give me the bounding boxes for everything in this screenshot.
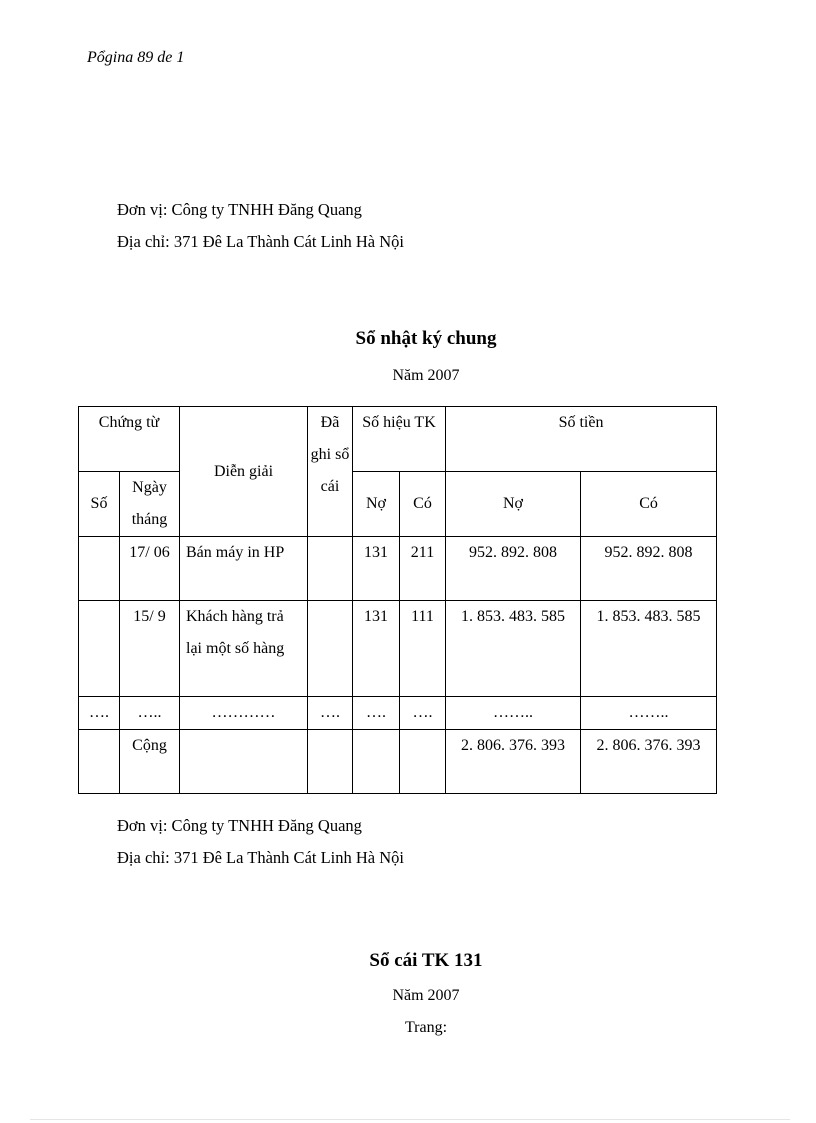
cell-credit-acc: …. xyxy=(400,697,446,730)
total-row xyxy=(79,730,717,794)
cell-credit-amount: 952. 892. 808 xyxy=(581,537,717,601)
cell-total-debit: 2. 806. 376. 393 xyxy=(446,730,581,794)
cell-number: …. xyxy=(79,697,120,730)
cell-total-label: Cộng xyxy=(120,730,180,794)
header-row-2 xyxy=(79,472,717,537)
cell-posted xyxy=(308,730,353,794)
header-voucher: Chứng từ xyxy=(79,407,180,472)
journal-table xyxy=(78,406,717,794)
org-info-top xyxy=(117,194,404,258)
table-row xyxy=(79,601,717,697)
unit-line: Đơn vị: Công ty TNHH Đăng Quang xyxy=(117,200,362,219)
cell-credit-amount: …….. xyxy=(581,697,717,730)
cell-posted xyxy=(308,537,353,601)
table-row xyxy=(79,697,717,730)
cell-posted xyxy=(308,601,353,697)
header-debit-acc: Nợ xyxy=(353,472,400,537)
ledger-page: Trang: xyxy=(404,1019,448,1036)
cell-debit-acc: 131 xyxy=(353,601,400,697)
header-amount: Số tiền xyxy=(446,407,717,472)
header-date: Ngày tháng xyxy=(120,472,180,537)
cell-credit-acc xyxy=(400,730,446,794)
cell-number xyxy=(79,537,120,601)
header-number: Số xyxy=(79,472,120,537)
cell-posted: …. xyxy=(308,697,353,730)
cell-debit-acc: …. xyxy=(353,697,400,730)
header-amount-debit: Nợ xyxy=(446,472,581,537)
header-credit-acc: Có xyxy=(400,472,446,537)
cell-number xyxy=(79,730,120,794)
journal-title: Sổ nhật ký chung xyxy=(355,328,497,349)
journal-year: Năm 2007 xyxy=(392,367,460,384)
cell-description: ………… xyxy=(180,697,308,730)
cell-debit-acc: 131 xyxy=(353,537,400,601)
header-amount-credit: Có xyxy=(581,472,717,537)
cell-date: 15/ 9 xyxy=(120,601,180,697)
cell-number xyxy=(79,601,120,697)
header-description: Diễn giải xyxy=(180,407,308,537)
cell-date: 17/ 06 xyxy=(120,537,180,601)
address-line: Địa chỉ: 371 Đê La Thành Cát Linh Hà Nội xyxy=(117,232,405,251)
unit-line: Đơn vị: Công ty TNHH Đăng Quang xyxy=(117,816,362,835)
org-info-bottom xyxy=(117,810,404,874)
cell-description: Khách hàng trả lại một số hàng xyxy=(180,601,308,697)
cell-total-credit: 2. 806. 376. 393 xyxy=(581,730,717,794)
table-row xyxy=(79,537,717,601)
cell-debit-amount: 1. 853. 483. 585 xyxy=(446,601,581,697)
cell-debit-amount: 952. 892. 808 xyxy=(446,537,581,601)
ledger-year: Năm 2007 xyxy=(392,987,460,1004)
cell-description: Bán máy in HP xyxy=(180,537,308,601)
cell-credit-amount: 1. 853. 483. 585 xyxy=(581,601,717,697)
page-note: Pổgina 89 de 1 xyxy=(87,49,185,66)
cell-debit-amount: …….. xyxy=(446,697,581,730)
address-line: Địa chỉ: 371 Đê La Thành Cát Linh Hà Nội xyxy=(117,848,405,867)
cell-credit-acc: 211 xyxy=(400,537,446,601)
cell-date: ….. xyxy=(120,697,180,730)
ledger-title: Sổ cái TK 131 xyxy=(369,950,483,971)
cell-debit-acc xyxy=(353,730,400,794)
header-row-1 xyxy=(79,407,717,472)
header-posted: Đã ghi sổ cái xyxy=(308,407,353,537)
header-account-no: Số hiệu TK xyxy=(353,407,446,472)
cell-credit-acc: 111 xyxy=(400,601,446,697)
page-bottom-divider xyxy=(30,1119,790,1120)
cell-description xyxy=(180,730,308,794)
